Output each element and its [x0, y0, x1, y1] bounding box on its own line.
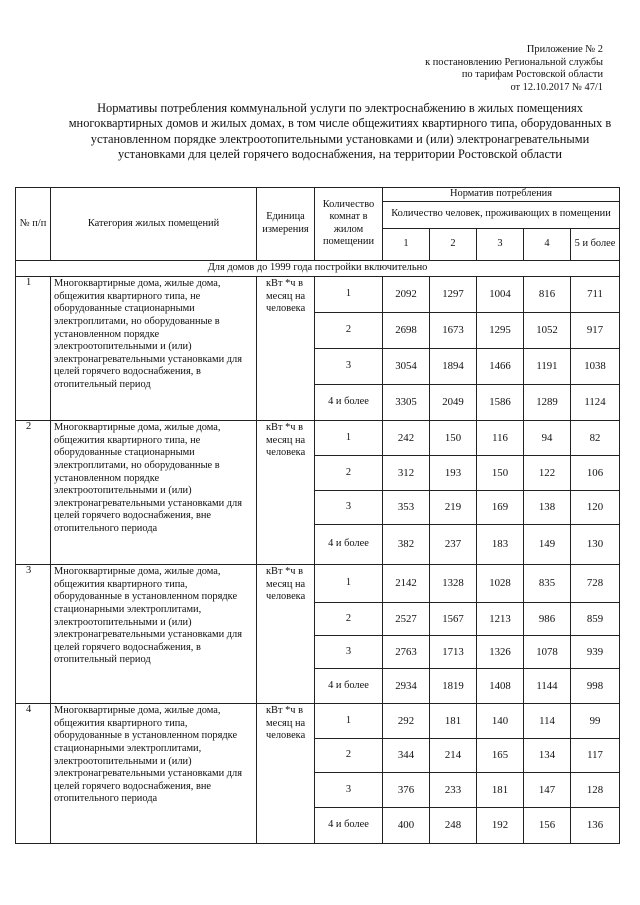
header-persons-2: 2	[430, 228, 477, 260]
norm-value-cell: 140	[477, 704, 524, 739]
header-persons-3: 3	[477, 228, 524, 260]
appendix-number: Приложение № 2	[526, 44, 603, 55]
norm-value-cell: 248	[430, 808, 477, 844]
norm-value-cell: 138	[524, 491, 571, 525]
header-unit: Единица измерения	[257, 188, 315, 261]
norm-value-cell: 1144	[524, 669, 571, 704]
category-cell: Многоквартирные дома, жилые дома, общежития квартирного типа, не оборудованные стационарными электроплитами, но оборудованные в установленном порядке электроотопительными и (или) электронагревательными установками для целей горячего водоснабжения, вне отопительного периода	[51, 421, 257, 565]
norm-value-cell: 3054	[383, 349, 430, 385]
norm-value-cell: 917	[571, 313, 620, 349]
norm-value-cell: 1408	[477, 669, 524, 704]
norm-value-cell: 1326	[477, 636, 524, 669]
rooms-cell: 4 и более	[315, 525, 383, 565]
norm-value-cell: 998	[571, 669, 620, 704]
norm-value-cell: 1078	[524, 636, 571, 669]
norm-value-cell: 122	[524, 456, 571, 491]
norm-value-cell: 82	[571, 421, 620, 456]
norm-value-cell: 169	[477, 491, 524, 525]
row-number: 3	[16, 565, 51, 704]
norm-value-cell: 400	[383, 808, 430, 844]
document-title: Нормативы потребления коммунальной услуги по электроснабжению в жилых помещениях многоквартирных домов и жилых домах, в том числе общежитиях квартирного типа, оборудованных в установленном порядке электроотопительными установками и (или) электронагревательными установками для целей горячего водоснабжения, на территории Ростовской области	[68, 101, 612, 162]
norm-value-cell: 192	[477, 808, 524, 844]
rooms-cell: 1	[315, 421, 383, 456]
norm-value-cell: 312	[383, 456, 430, 491]
norm-value-cell: 1894	[430, 349, 477, 385]
rooms-cell: 1	[315, 277, 383, 313]
rooms-cell: 2	[315, 603, 383, 636]
norm-value-cell: 1191	[524, 349, 571, 385]
norm-value-cell: 1028	[477, 565, 524, 603]
norm-value-cell: 2527	[383, 603, 430, 636]
norm-value-cell: 117	[571, 739, 620, 773]
appendix-authority: по тарифам Ростовской области	[461, 69, 603, 81]
rooms-cell: 4 и более	[315, 385, 383, 421]
norm-value-cell: 1004	[477, 277, 524, 313]
norm-value-cell: 242	[383, 421, 430, 456]
rooms-cell: 2	[315, 313, 383, 349]
norm-value-cell: 1295	[477, 313, 524, 349]
norm-value-cell: 128	[571, 773, 620, 808]
unit-cell: кВт *ч в месяц на человека	[257, 277, 315, 421]
table-header	[16, 188, 620, 261]
header-norm: Норматив потребления	[383, 188, 620, 202]
norm-value-cell: 2092	[383, 277, 430, 313]
appendix-date: от 12.10.2017 № 47/1	[510, 81, 603, 93]
rooms-cell: 1	[315, 704, 383, 739]
norm-value-cell: 99	[571, 704, 620, 739]
norm-value-cell: 116	[477, 421, 524, 456]
table-body	[16, 260, 620, 844]
rooms-cell: 4 и более	[315, 808, 383, 844]
norm-value-cell: 219	[430, 491, 477, 525]
norm-value-cell: 1038	[571, 349, 620, 385]
norm-value-cell: 150	[477, 456, 524, 491]
header-num: № п/п	[16, 188, 51, 261]
table-row	[16, 421, 620, 456]
norm-value-cell: 214	[430, 739, 477, 773]
norm-value-cell: 94	[524, 421, 571, 456]
norm-value-cell: 1297	[430, 277, 477, 313]
norm-value-cell: 165	[477, 739, 524, 773]
norm-value-cell: 156	[524, 808, 571, 844]
norm-value-cell: 1289	[524, 385, 571, 421]
norms-table	[15, 187, 620, 844]
norm-value-cell: 711	[571, 277, 620, 313]
norm-value-cell: 1328	[430, 565, 477, 603]
header-persons-5: 5 и более	[571, 228, 620, 260]
appendix-header	[425, 44, 603, 94]
norm-value-cell: 181	[477, 773, 524, 808]
norm-value-cell: 376	[383, 773, 430, 808]
norm-value-cell: 181	[430, 704, 477, 739]
norm-value-cell: 130	[571, 525, 620, 565]
rooms-cell: 2	[315, 739, 383, 773]
category-cell: Многоквартирные дома, жилые дома, общежития квартирного типа, не оборудованные стационарными электроплитами, но оборудованные в установленном порядке электроотопительными и (или) электронагревательными установками для целей горячего водоснабжения, в отопительный период	[51, 277, 257, 421]
norm-value-cell: 2698	[383, 313, 430, 349]
norm-value-cell: 1567	[430, 603, 477, 636]
norm-value-cell: 134	[524, 739, 571, 773]
rooms-cell: 3	[315, 636, 383, 669]
header-persons-4: 4	[524, 228, 571, 260]
norm-value-cell: 147	[524, 773, 571, 808]
category-cell: Многоквартирные дома, жилые дома, общежития квартирного типа, оборудованные в установленном порядке стационарными электроплитами, электроотопительными и (или) электронагревательными установками для целей горячего водоснабжения, в отопительный период	[51, 565, 257, 704]
rooms-cell: 4 и более	[315, 669, 383, 704]
norm-value-cell: 233	[430, 773, 477, 808]
norm-value-cell: 183	[477, 525, 524, 565]
norm-value-cell: 114	[524, 704, 571, 739]
norm-value-cell: 149	[524, 525, 571, 565]
norm-value-cell: 1673	[430, 313, 477, 349]
norm-value-cell: 3305	[383, 385, 430, 421]
norm-value-cell: 1052	[524, 313, 571, 349]
norm-value-cell: 816	[524, 277, 571, 313]
norm-value-cell: 1819	[430, 669, 477, 704]
norm-value-cell: 106	[571, 456, 620, 491]
norm-value-cell: 237	[430, 525, 477, 565]
table-row	[16, 277, 620, 313]
norm-value-cell: 1466	[477, 349, 524, 385]
norm-value-cell: 2763	[383, 636, 430, 669]
unit-cell: кВт *ч в месяц на человека	[257, 565, 315, 704]
norm-value-cell: 1213	[477, 603, 524, 636]
rooms-cell: 3	[315, 773, 383, 808]
norm-value-cell: 835	[524, 565, 571, 603]
norm-value-cell: 2142	[383, 565, 430, 603]
category-cell: Многоквартирные дома, жилые дома, общежития квартирного типа, оборудованные в установленном порядке стационарными электроплитами, электроотопительными и (или) электронагревательными установками для целей горячего водоснабжения, вне отопительного периода	[51, 704, 257, 844]
norm-value-cell: 193	[430, 456, 477, 491]
header-persons-1: 1	[383, 228, 430, 260]
table-row	[16, 704, 620, 739]
row-number: 2	[16, 421, 51, 565]
header-rooms: Количество комнат в жилом помещении	[315, 188, 383, 261]
norm-value-cell: 292	[383, 704, 430, 739]
section-row: Для домов до 1999 года постройки включительно	[16, 260, 620, 277]
unit-cell: кВт *ч в месяц на человека	[257, 704, 315, 844]
norm-value-cell: 1713	[430, 636, 477, 669]
rooms-cell: 3	[315, 349, 383, 385]
norm-value-cell: 2049	[430, 385, 477, 421]
norm-value-cell: 353	[383, 491, 430, 525]
norm-value-cell: 2934	[383, 669, 430, 704]
norm-value-cell: 859	[571, 603, 620, 636]
rooms-cell: 1	[315, 565, 383, 603]
header-category: Категория жилых помещений	[51, 188, 257, 261]
norm-value-cell: 150	[430, 421, 477, 456]
unit-cell: кВт *ч в месяц на человека	[257, 421, 315, 565]
header-persons: Количество человек, проживающих в помещении	[383, 201, 620, 228]
norm-value-cell: 120	[571, 491, 620, 525]
norm-value-cell: 986	[524, 603, 571, 636]
row-number: 1	[16, 277, 51, 421]
norm-value-cell: 1124	[571, 385, 620, 421]
table-row	[16, 565, 620, 603]
rooms-cell: 3	[315, 491, 383, 525]
norm-value-cell: 728	[571, 565, 620, 603]
rooms-cell: 2	[315, 456, 383, 491]
norm-value-cell: 136	[571, 808, 620, 844]
norm-value-cell: 344	[383, 739, 430, 773]
row-number: 4	[16, 704, 51, 844]
norm-value-cell: 1586	[477, 385, 524, 421]
norm-value-cell: 382	[383, 525, 430, 565]
norm-value-cell: 939	[571, 636, 620, 669]
appendix-resolution: к постановлению Региональной службы	[425, 56, 603, 68]
